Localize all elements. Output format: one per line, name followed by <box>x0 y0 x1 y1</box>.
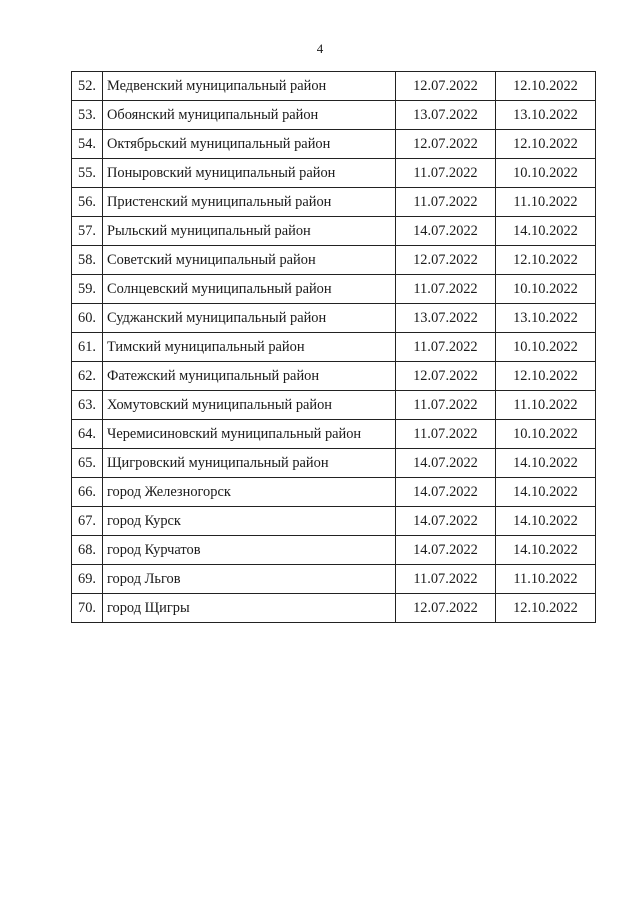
table-row <box>72 420 596 449</box>
table-row <box>72 246 596 275</box>
end-date-cell: 14.10.2022 <box>496 536 596 565</box>
table-row <box>72 333 596 362</box>
table-row <box>72 101 596 130</box>
region-name-cell: Солнцевский муниципальный район <box>103 275 396 304</box>
start-date-cell: 13.07.2022 <box>396 304 496 333</box>
table-row <box>72 536 596 565</box>
row-number-cell: 69. <box>72 565 103 594</box>
region-name-cell: город Курчатов <box>103 536 396 565</box>
row-number-cell: 54. <box>72 130 103 159</box>
region-name-cell: Хомутовский муниципальный район <box>103 391 396 420</box>
region-name-cell: Тимский муниципальный район <box>103 333 396 362</box>
row-number-cell: 56. <box>72 188 103 217</box>
start-date-cell: 11.07.2022 <box>396 420 496 449</box>
table-row <box>72 362 596 391</box>
region-name-cell: город Щигры <box>103 594 396 623</box>
row-number-cell: 64. <box>72 420 103 449</box>
end-date-cell: 12.10.2022 <box>496 246 596 275</box>
end-date-cell: 11.10.2022 <box>496 391 596 420</box>
table-row <box>72 507 596 536</box>
start-date-cell: 14.07.2022 <box>396 217 496 246</box>
region-name-cell: город Льгов <box>103 565 396 594</box>
row-number-cell: 53. <box>72 101 103 130</box>
row-number-cell: 62. <box>72 362 103 391</box>
start-date-cell: 12.07.2022 <box>396 246 496 275</box>
start-date-cell: 11.07.2022 <box>396 275 496 304</box>
table-row <box>72 72 596 101</box>
row-number-cell: 57. <box>72 217 103 246</box>
start-date-cell: 12.07.2022 <box>396 594 496 623</box>
regions-table-body <box>72 72 596 623</box>
region-name-cell: Черемисиновский муниципальный район <box>103 420 396 449</box>
end-date-cell: 11.10.2022 <box>496 188 596 217</box>
row-number-cell: 61. <box>72 333 103 362</box>
table-row <box>72 565 596 594</box>
start-date-cell: 14.07.2022 <box>396 536 496 565</box>
row-number-cell: 59. <box>72 275 103 304</box>
end-date-cell: 14.10.2022 <box>496 478 596 507</box>
region-name-cell: город Курск <box>103 507 396 536</box>
end-date-cell: 12.10.2022 <box>496 130 596 159</box>
region-name-cell: Пристенский муниципальный район <box>103 188 396 217</box>
table-row <box>72 594 596 623</box>
start-date-cell: 11.07.2022 <box>396 188 496 217</box>
end-date-cell: 13.10.2022 <box>496 304 596 333</box>
region-name-cell: Фатежский муниципальный район <box>103 362 396 391</box>
start-date-cell: 14.07.2022 <box>396 507 496 536</box>
start-date-cell: 11.07.2022 <box>396 565 496 594</box>
start-date-cell: 12.07.2022 <box>396 130 496 159</box>
end-date-cell: 10.10.2022 <box>496 333 596 362</box>
end-date-cell: 10.10.2022 <box>496 159 596 188</box>
row-number-cell: 58. <box>72 246 103 275</box>
region-name-cell: Поныровский муниципальный район <box>103 159 396 188</box>
table-row <box>72 188 596 217</box>
row-number-cell: 60. <box>72 304 103 333</box>
region-name-cell: Октябрьский муниципальный район <box>103 130 396 159</box>
end-date-cell: 12.10.2022 <box>496 72 596 101</box>
start-date-cell: 11.07.2022 <box>396 333 496 362</box>
table-row <box>72 449 596 478</box>
end-date-cell: 14.10.2022 <box>496 449 596 478</box>
start-date-cell: 13.07.2022 <box>396 101 496 130</box>
table-row <box>72 159 596 188</box>
table-row <box>72 478 596 507</box>
start-date-cell: 11.07.2022 <box>396 159 496 188</box>
region-name-cell: Рыльский муниципальный район <box>103 217 396 246</box>
regions-table <box>71 71 596 623</box>
row-number-cell: 66. <box>72 478 103 507</box>
row-number-cell: 55. <box>72 159 103 188</box>
row-number-cell: 63. <box>72 391 103 420</box>
end-date-cell: 12.10.2022 <box>496 362 596 391</box>
row-number-cell: 70. <box>72 594 103 623</box>
table-row <box>72 217 596 246</box>
row-number-cell: 52. <box>72 72 103 101</box>
end-date-cell: 11.10.2022 <box>496 565 596 594</box>
end-date-cell: 10.10.2022 <box>496 275 596 304</box>
region-name-cell: город Железногорск <box>103 478 396 507</box>
region-name-cell: Советский муниципальный район <box>103 246 396 275</box>
region-name-cell: Медвенский муниципальный район <box>103 72 396 101</box>
end-date-cell: 10.10.2022 <box>496 420 596 449</box>
end-date-cell: 12.10.2022 <box>496 594 596 623</box>
table-row <box>72 304 596 333</box>
start-date-cell: 11.07.2022 <box>396 391 496 420</box>
table-row <box>72 391 596 420</box>
end-date-cell: 14.10.2022 <box>496 217 596 246</box>
end-date-cell: 14.10.2022 <box>496 507 596 536</box>
table-row <box>72 130 596 159</box>
region-name-cell: Щигровский муниципальный район <box>103 449 396 478</box>
start-date-cell: 12.07.2022 <box>396 362 496 391</box>
region-name-cell: Суджанский муниципальный район <box>103 304 396 333</box>
row-number-cell: 67. <box>72 507 103 536</box>
row-number-cell: 68. <box>72 536 103 565</box>
table-row <box>72 275 596 304</box>
end-date-cell: 13.10.2022 <box>496 101 596 130</box>
region-name-cell: Обоянский муниципальный район <box>103 101 396 130</box>
start-date-cell: 14.07.2022 <box>396 478 496 507</box>
start-date-cell: 14.07.2022 <box>396 449 496 478</box>
start-date-cell: 12.07.2022 <box>396 72 496 101</box>
page-number: 4 <box>316 41 324 56</box>
row-number-cell: 65. <box>72 449 103 478</box>
